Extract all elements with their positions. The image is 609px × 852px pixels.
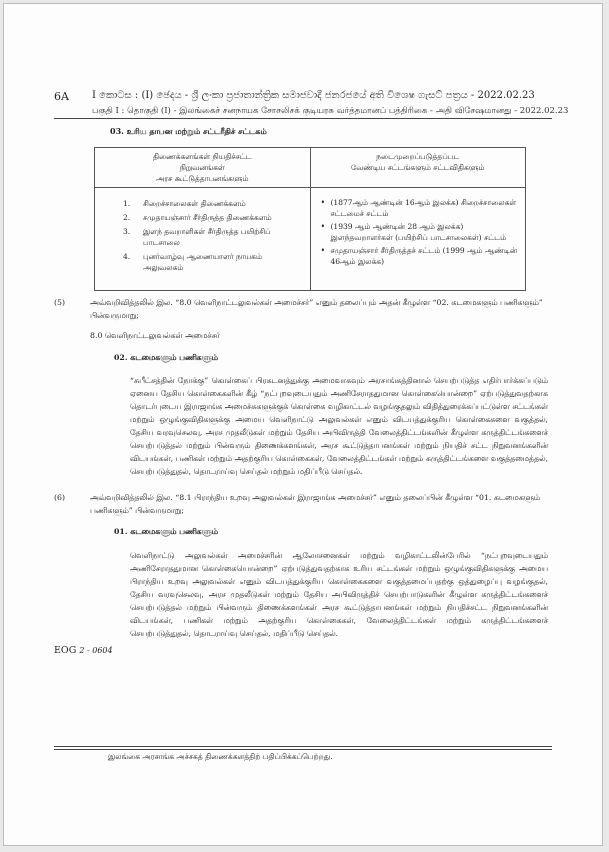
header-title-sinhala: I කොටස : (I) ඡෙදය - ශ්‍රී ලංකා ප්‍රජාතාන්ත්‍රික සමාජවාදී ජනරජයේ අති විශෙෂ ගැසට් පත්‍රය - 2022.02.23 <box>92 90 535 101</box>
item-6-number: (6) <box>54 493 66 502</box>
header-rule <box>54 118 552 119</box>
gazette-page <box>3 3 603 846</box>
item-6-intro: அவ்வறிவித்தலில் இல. “8.1 பிராந்திய உறவு அலுவல்கள் இராஜாங்க அமைச்சர்” எனும் தலைப்பின் கீழுள்ள “01. கடமைகளும் பணிகளும்” பின்வருமாறு; <box>90 493 541 515</box>
page-number: 6A <box>54 90 69 103</box>
item-5-subheading: 8.0 வெளிநாட்டலுவல்கள் அமைச்சர் <box>90 331 221 340</box>
table-cell-institutions <box>95 188 311 291</box>
item-6-duties-heading: 01. கடமைகளும் பணிகளும் <box>114 527 218 536</box>
item-5-duties-heading: 02. கடமைகளும் பணிகளும் <box>114 353 218 362</box>
list-item: • சமுதாயஞ்சார் சீர்திருத்தச் சட்டம் (1999 ஆம் ஆண்டின் 46ஆம் இலக்க) <box>320 246 518 266</box>
table-header-laws: நடைமுறைப்படுத்தப்பட வேண்டிய சட்டங்களும் சட்டவிதிகளும் <box>310 148 526 188</box>
footer-text: இலங்கை அரசாங்க அச்சகத் திணைக்களத்திற் பதிப்பிக்கப்பெற்றது. <box>108 752 333 761</box>
list-item: • (1877ஆம் ஆண்டின் 16ஆம் இலக்க) சிறைச்சாலைகள் சட்டமைச் சட்டம் <box>320 198 517 218</box>
list-item: 4. புனர்வாழ்வு ஆணையாளர் நாயகம் அலுவலகம் <box>123 252 263 272</box>
header-title-tamil: பகுதி I : தொகுதி (I) - இலங்கைச் சனநாயக சோசலிசக் குடியரசு வர்த்தமானப் பத்திரிகை - அதி விசேஷமானது - 2022.02.23 <box>92 106 569 116</box>
item-5-intro: அவ்வறிவித்தலில் இல. “8.0 வெளிநாட்டலுவல்கள் அமைச்சர்” எனும் தலைப்பும் அதன் கீழுள்ள “02. கடமைகளும் பணிகளும்” பின்வருமாறு; <box>90 298 543 320</box>
item-6-paragraph: வெளிநாட்டு அலுவல்கள் அமைச்சரின் ஆலோசனைகள் மற்றும் வழிகாட்டலின்பேரில் “நட்புறவுடையதும் அணிசேராததுமான கொள்கையொன்றை” ஏற்படுத்துவதற்காக உரிய சட்டங்கள் மற்றும் ஒழுங்குவிதிகளுக்கு அமைய பிராந்திய உறவு அலுவல்கள் எனும் விடயத்துக்குரிய கொள்கைகளை வகுத்தமைப்பதற்கு ஒத்துழைப்பு வழங்குதல், தேசிய வரவுசெலவு, அரச முதலீடுகள் மற்றும் தேசிய அபிவிருத்திச் செயற்பாடுகளின் கீழுள்ள கருத்திட்டங்களைச் செயற்படுத்தல் மற்றும் பின்வரும் திணைக்களங்கள் அரச கூட்டுத்தாபனங்கள் மற்றும் நியதிச்சட்ட நிறுவனங்களின் விடயங்கள், பணிகள் மற்றும் அதற்குரிய கொள்கைகள், வேலைத்திட்டங்கள் மற்றும் கருத்திட்டங்களைச் செயற்படுத்துதல், தொடராய்வு செய்தல், மதிப்பீடு செய்தல். <box>130 551 548 638</box>
footer-rule-2 <box>54 749 552 750</box>
section-03-heading: 03. உரிய தாபன மற்றும் சட்டரீதிச் சட்டகம் <box>110 126 267 136</box>
institutions-table <box>94 147 526 291</box>
list-item: 3. இளந் தவறாளிகள் சீர்திருத்த பயிற்சிப் பாடசாலை <box>123 227 271 247</box>
footer-rule <box>54 746 552 747</box>
list-item: • (1939 ஆம் ஆண்டின் 28 ஆம் இலக்க) இளந்தவறாளர்கள் (பயிற்சிப் பாடசாலைகள்) சட்டம் <box>320 222 507 242</box>
eog-code: EOG 2 - 0604 <box>54 645 113 656</box>
list-item: 1. சிறைச்சாலைகள் திணைக்களம் <box>123 199 246 208</box>
item-5-paragraph: “சுபீட்சத்தின் நோக்கு” கொள்கைப் பிரகடனத்துக்கு அமைவாகவும் அரசாங்கத்தினால் செயற்படுத்த எதிர்பார்க்கப்படும் ஏனைய தேசிய கொள்கைகளின் கீழ் “நட்புறவுடையதும் அணிசேராததுமான கொள்கையொன்றை” ஏற்படுத்துவதற்காக தொடர்புடைய இராஜாங்க அமைச்சுகளுக்குக் கொள்கை வழிகாட்டல் வழங்குதலும் விதித்துரைக்கப்பட்டுள்ள சட்டங்கள் மற்றும் ஒழுங்குவிதிகளுக்கு அமைய வெளிநாட்டு அலுவல்கள் எனும் விடயத்துக்குரிய கொள்கைகளை வகுத்தல், தேசிய வரவுசெலவு, அரச முதலீடுகள் மற்றும் தேசிய அபிவிருத்தி வேலைத்திட்டங்களின் கீழுள்ள கருத்திட்டங்களைச் செயற்படுத்தல் மற்றும் பின்வரும் திணைக்களங்கள், அரச கூட்டுத்தாபனங்கள் மற்றும் நியதிச் சட்ட நிறுவனங்களின் விடயங்கள், பணிகள் மற்றும் அதற்குரிய கொள்கைகள், வேலைத்திட்டங்கள் மற்றும் கருத்திட்டங்களை வகுத்தமைத்தல், செயற்படுத்துதல், தொடராய்வு செய்தல் மற்றும் மதிப்பீடு செய்தல். <box>130 376 548 476</box>
table-header-institutions: திணைக்களங்கள் நியதிச்சட்ட நிறுவனங்கள் அரச கூட்டுத்தாபனங்களும் <box>95 148 311 188</box>
item-5-number: (5) <box>54 298 66 307</box>
table-cell-laws <box>310 188 526 291</box>
list-item: 2. சமுதாயஞ்சார் சீர்திருத்த திணைக்களம் <box>123 213 272 222</box>
